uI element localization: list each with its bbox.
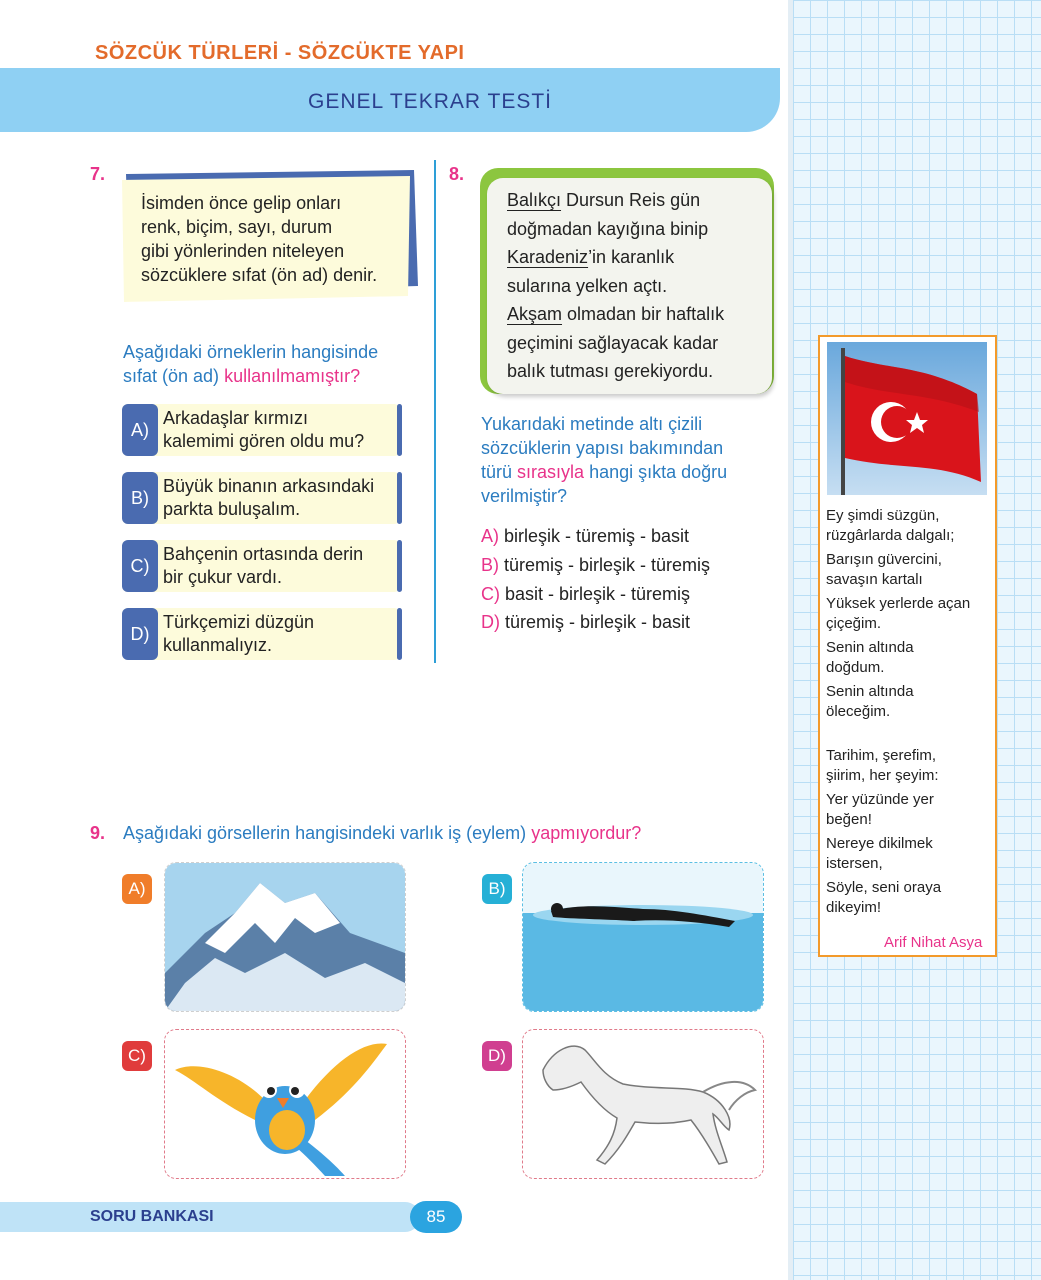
question-7-option-c[interactable] — [122, 540, 400, 592]
note-8-line: balık tutması gerekiyordu. — [507, 361, 714, 381]
poem-line: beğen! — [826, 811, 872, 828]
turkish-flag-image — [827, 342, 987, 495]
option-text — [163, 543, 398, 589]
poem-line: Senin altında — [826, 683, 914, 700]
test-title: GENEL TEKRAR TESTİ — [307, 90, 552, 113]
question-7-stem-part: sıfat (ön ad) — [123, 366, 225, 386]
bird-icon — [165, 1030, 405, 1178]
choice-text: birleşik - türemiş - basit — [504, 526, 690, 546]
question-7-number: 7. — [90, 164, 106, 184]
note-8-line — [507, 186, 767, 215]
question-8-stem-emphasis: sırasıyla — [517, 462, 585, 482]
note-8-line: geçimini sağlayacak kadar — [507, 332, 719, 353]
poem-line: Yüksek yerlerde açan — [826, 595, 971, 612]
underlined-word: Karadeniz — [507, 247, 589, 267]
poem-line: Senin altında — [826, 639, 914, 656]
option-text-line: Arkadaşlar kırmızı — [163, 408, 309, 428]
option-label: D) — [122, 608, 158, 660]
option-text-line: Bahçenin ortasında derin — [163, 544, 364, 564]
question-8-stem-line — [481, 460, 781, 484]
poem-line: öleceğim. — [826, 703, 891, 720]
question-8-choice-b[interactable] — [481, 555, 710, 576]
question-7-stem-line: Aşağıdaki örneklerin hangisinde — [123, 342, 379, 362]
poem-line: savaşın kartalı — [826, 571, 923, 588]
flag-icon — [827, 342, 987, 495]
question-9-tag-a[interactable]: A) — [122, 874, 152, 904]
unit-title: SÖZCÜK TÜRLERİ - SÖZCÜKTE YAPI — [95, 42, 465, 64]
question-9-number: 9. — [90, 823, 106, 843]
option-edge — [397, 608, 402, 660]
option-text-line: parkta buluşalım. — [163, 499, 301, 519]
question-7-stem-emphasis: kullanılmamıştır? — [224, 366, 361, 386]
question-7-stem — [123, 340, 423, 388]
question-8-stem-line: verilmiştir? — [481, 486, 568, 506]
swimmer-image[interactable] — [522, 862, 764, 1012]
question-9-tag-b[interactable]: B) — [482, 874, 512, 904]
note-8-line — [507, 300, 767, 329]
note-7-line: sözcüklere sıfat (ön ad) denir. — [141, 265, 378, 285]
page-number: 85 — [410, 1201, 462, 1233]
option-label: B) — [122, 472, 158, 524]
question-9-stem-part: Aşağıdaki görsellerin hangisindeki varlık iş (eylem) — [123, 823, 532, 843]
question-8-stem — [481, 412, 781, 508]
poem-line: çiçeğim. — [826, 615, 882, 632]
poem-line: istersen, — [826, 855, 883, 872]
question-8-stem-line: sözcüklerin yapısı bakımından — [481, 438, 724, 458]
question-9-tag-d[interactable]: D) — [482, 1041, 512, 1071]
choice-text: türemiş - birleşik - türemiş — [504, 555, 711, 575]
note-8-line: doğmadan kayığına binip — [507, 218, 709, 239]
option-text-line: Türkçemizi düzgün — [163, 612, 315, 632]
question-8-choice-a[interactable] — [481, 526, 689, 547]
option-edge — [397, 540, 402, 592]
option-label: C) — [122, 540, 158, 592]
poem-line: Barışın güvercini, — [826, 551, 942, 568]
question-8-choice-d[interactable] — [481, 612, 690, 633]
choice-label: D) — [481, 612, 500, 632]
option-text — [163, 611, 398, 657]
question-7-option-b[interactable] — [122, 472, 400, 524]
poem-line: doğdum. — [826, 659, 885, 676]
poem-line: şiirim, her şeyim: — [826, 767, 939, 784]
question-8-stem-part: türü — [481, 462, 518, 482]
poem-line: Söyle, seni oraya — [826, 879, 942, 896]
note-7-line: İsimden önce gelip onları — [141, 193, 342, 213]
underlined-word: Akşam — [507, 304, 563, 324]
question-9-tag-c[interactable]: C) — [122, 1041, 152, 1071]
note-7-text — [141, 191, 411, 287]
choice-label: C) — [481, 584, 500, 604]
choice-label: B) — [481, 555, 499, 575]
question-8-number: 8. — [449, 164, 465, 184]
column-divider — [434, 160, 436, 663]
question-7-option-a[interactable] — [122, 404, 400, 456]
underlined-word: Balıkçı — [507, 190, 562, 210]
bird-image[interactable] — [164, 1029, 406, 1179]
option-label: A) — [122, 404, 158, 456]
note-8-line: sularına yelken açtı. — [507, 275, 668, 296]
note-7-line: renk, biçim, sayı, durum — [141, 217, 333, 237]
question-8-stem-line: Yukarıdaki metinde altı çizili — [481, 414, 703, 434]
question-9-stem-emphasis: yapmıyordur? — [531, 823, 642, 843]
question-7-stem-line — [123, 364, 423, 388]
option-edge — [397, 472, 402, 524]
question-8-stem-part: hangi şıkta doğru — [584, 462, 728, 482]
poem-line: rüzgârlarda dalgalı; — [826, 527, 955, 544]
note-7-line: gibi yönlerinden niteleyen — [141, 241, 345, 261]
question-8-choice-c[interactable] — [481, 584, 690, 605]
poem-text — [826, 506, 994, 918]
footer-label: SORU BANKASI — [90, 1208, 214, 1225]
mountain-image[interactable] — [164, 862, 406, 1012]
poem-line: Tarihim, şerefim, — [826, 747, 937, 764]
note-8-span: Dursun Reis gün — [561, 190, 701, 210]
option-text-line: Büyük binanın arkasındaki — [163, 476, 375, 496]
option-text — [163, 407, 398, 453]
poem-stanza-break — [826, 722, 994, 746]
mountain-icon — [165, 863, 405, 1011]
horse-image[interactable] — [522, 1029, 764, 1179]
question-7-option-d[interactable] — [122, 608, 400, 660]
note-8-span: olmadan bir haftalık — [562, 304, 725, 324]
question-9-stem — [123, 823, 641, 844]
note-8-text — [507, 186, 767, 386]
option-text — [163, 475, 398, 521]
option-text-line: kullanmalıyız. — [163, 635, 273, 655]
swimmer-icon — [523, 863, 763, 1011]
choice-text: basit - birleşik - türemiş — [505, 584, 691, 604]
choice-label: A) — [481, 526, 499, 546]
poem-line: dikeyim! — [826, 899, 882, 916]
poem-author: Arif Nihat Asya — [884, 934, 983, 951]
horse-icon — [523, 1030, 763, 1178]
poem-line: Yer yüzünde yer — [826, 791, 934, 808]
option-text-line: kalemimi gören oldu mu? — [163, 431, 365, 451]
poem-line: Ey şimdi süzgün, — [826, 507, 940, 524]
poem-line: Nereye dikilmek — [826, 835, 933, 852]
option-text-line: bir çukur vardı. — [163, 567, 283, 587]
choice-text: türemiş - birleşik - basit — [505, 612, 691, 632]
option-edge — [397, 404, 402, 456]
note-8-span: ’in karanlık — [588, 247, 675, 267]
note-8-line — [507, 243, 767, 272]
